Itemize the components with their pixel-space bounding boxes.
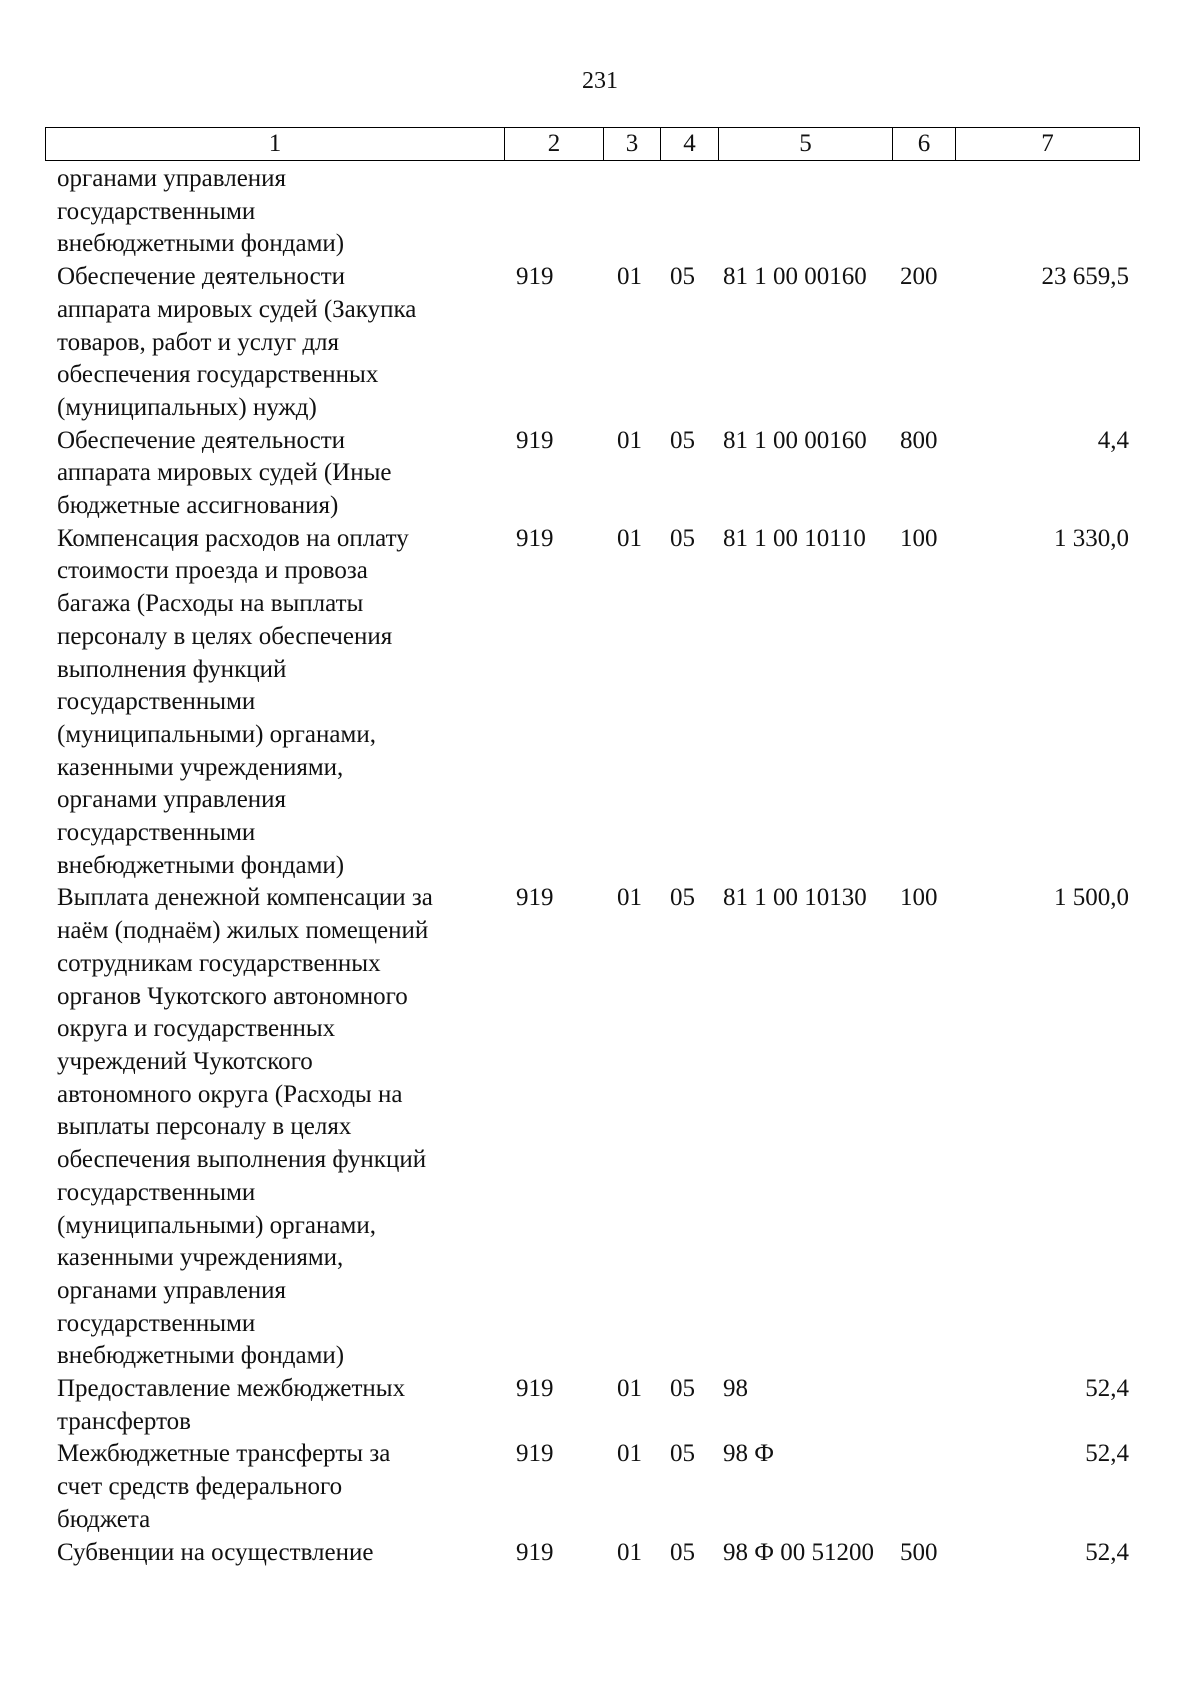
ministry-code: 919 [516, 884, 554, 912]
amount: 52,4 [1085, 1538, 1129, 1566]
amount: 52,4 [1085, 1440, 1129, 1468]
column-header-row [46, 128, 1140, 161]
table-row [45, 523, 1139, 883]
page-number: 231 [582, 68, 618, 94]
expense-type-code [892, 1373, 955, 1438]
subsection-code: 05 [670, 426, 695, 454]
table-row [45, 425, 1139, 523]
section-code: 01 [617, 524, 642, 552]
section-code: 01 [617, 426, 642, 454]
column-header-3: 3 [604, 128, 661, 161]
expense-name: Выплата денежной компенсации за наём (поднаём) жилых помещений сотрудникам государственных органов Чукотского автономного округа и государственных учреждений Чукотского автономного округа (Расходы на выплаты персоналу в целях обеспечения выполнения функций государственными (муниципальными) органами, казенными учреждениями, органами управления государственными внебюджетными фондами) [57, 884, 433, 1370]
table-row [45, 1438, 1139, 1536]
ministry-code: 919 [516, 1375, 554, 1403]
subsection-code [660, 163, 718, 261]
ministry-code: 919 [516, 1538, 554, 1566]
section-code: 01 [617, 1538, 642, 1566]
ministry-code: 919 [516, 426, 554, 454]
target-article-code: 81 1 00 00160 [723, 426, 867, 454]
ministry-code: 919 [516, 1440, 554, 1468]
expense-type-code: 200 [900, 263, 938, 291]
subsection-code: 05 [670, 1538, 695, 1566]
table-row [45, 261, 1139, 425]
amount: 1 500,0 [1054, 884, 1129, 912]
column-header-2: 2 [505, 128, 604, 161]
column-header-6: 6 [893, 128, 956, 161]
expense-name: Межбюджетные трансферты за счет средств федерального бюджета [57, 1440, 391, 1533]
section-code: 01 [617, 263, 642, 291]
column-header-4: 4 [661, 128, 719, 161]
expense-type-code: 500 [900, 1538, 938, 1566]
section-code: 01 [617, 884, 642, 912]
column-header-7: 7 [956, 128, 1140, 161]
subsection-code: 05 [670, 1440, 695, 1468]
amount [955, 163, 1139, 261]
target-article-code: 81 1 00 10110 [723, 524, 866, 552]
target-article-code: 81 1 00 00160 [723, 263, 867, 291]
expense-name: Субвенции на осуществление [57, 1538, 374, 1566]
expense-name: Обеспечение деятельности аппарата мировых судей (Иные бюджетные ассигнования) [57, 426, 392, 520]
section-code: 01 [617, 1440, 642, 1468]
expense-name: Предоставление межбюджетных трансфертов [57, 1375, 406, 1435]
column-header-table [45, 127, 1140, 161]
table-row [45, 882, 1139, 1373]
expense-type-code [892, 163, 955, 261]
amount: 4,4 [1097, 426, 1129, 454]
expense-name: Компенсация расходов на оплату стоимости проезда и провоза багажа (Расходы на выплаты персоналу в целях обеспечения выполнения функций государственными (муниципальными) органами, казенными учреждениями, органами управления государственными внебюджетными фондами) [57, 524, 409, 879]
expense-type-code: 100 [900, 524, 938, 552]
subsection-code: 05 [670, 884, 695, 912]
budget-table-body [45, 163, 1139, 1569]
subsection-code: 05 [670, 1375, 695, 1403]
amount: 52,4 [1085, 1375, 1129, 1403]
amount: 1 330,0 [1054, 524, 1129, 552]
column-header-5: 5 [719, 128, 893, 161]
table-row [45, 1537, 1139, 1570]
expense-type-code [892, 1438, 955, 1536]
ministry-code: 919 [516, 263, 554, 291]
expense-type-code: 100 [900, 884, 938, 912]
column-header-1: 1 [46, 128, 505, 161]
target-article-code: 98 [723, 1375, 748, 1403]
expense-name: органами управления государственными внебюджетными фондами) [57, 165, 345, 258]
expense-type-code: 800 [900, 426, 938, 454]
table-row [45, 163, 1139, 261]
section-code: 01 [617, 1375, 642, 1403]
expense-name: Обеспечение деятельности аппарата мировых судей (Закупка товаров, работ и услуг для обеспечения государственных (муниципальных) нужд) [57, 263, 417, 421]
subsection-code: 05 [670, 524, 695, 552]
target-article-code: 98 Ф [723, 1440, 775, 1468]
target-article-code: 81 1 00 10130 [723, 884, 867, 912]
amount: 23 659,5 [1041, 263, 1129, 291]
target-article-code [718, 163, 892, 261]
subsection-code: 05 [670, 263, 695, 291]
target-article-code: 98 Ф 00 51200 [723, 1538, 875, 1566]
table-row [45, 1373, 1139, 1438]
section-code [603, 163, 660, 261]
ministry-code [504, 163, 603, 261]
ministry-code: 919 [516, 524, 554, 552]
